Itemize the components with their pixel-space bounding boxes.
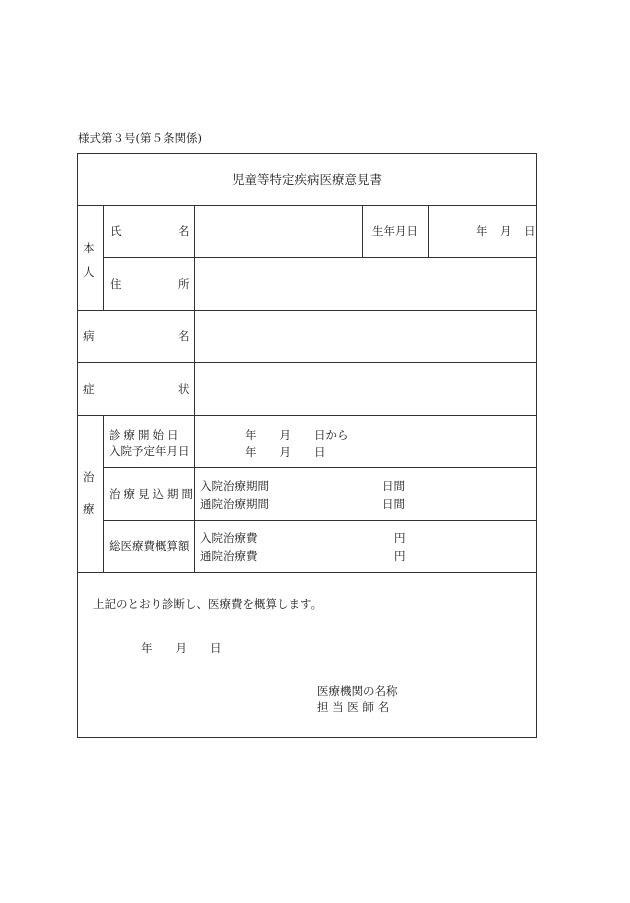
divider	[103, 415, 104, 572]
divider	[103, 257, 536, 258]
divider	[78, 415, 536, 416]
treatment-section-label: 療	[83, 502, 95, 516]
divider	[78, 362, 536, 363]
divider	[362, 205, 363, 257]
address-label: 住	[110, 277, 122, 291]
divider	[103, 467, 536, 468]
address-label: 所	[178, 277, 190, 291]
doctor-name-label: 担 当 医 師 名	[317, 700, 390, 714]
treatment-section-label: 治	[83, 470, 95, 484]
symptoms-label: 状	[178, 382, 190, 396]
divider	[103, 520, 536, 521]
disease-label: 名	[178, 329, 190, 343]
divider	[78, 205, 536, 206]
medical-opinion-form	[77, 153, 537, 738]
name-label: 氏	[110, 224, 122, 238]
days-unit: 日間	[382, 479, 405, 493]
patient-section-label: 人	[83, 265, 95, 279]
yen-unit: 円	[394, 531, 406, 545]
days-unit: 日間	[382, 497, 405, 511]
outpatient-cost-label: 通院治療費	[200, 549, 258, 563]
inpatient-cost-label: 入院治療費	[200, 531, 258, 545]
treatment-start-label: 診療開始日	[109, 428, 182, 442]
form-number: 様式第３号(第５条関係)	[78, 131, 202, 145]
treatment-period-label: 治療見込期間	[109, 487, 196, 501]
divider	[103, 205, 104, 310]
outpatient-period-label: 通院治療期間	[200, 497, 269, 511]
birthdate-day: 日	[524, 224, 536, 238]
admission-date-value: 年 月 日	[245, 445, 326, 459]
divider	[428, 205, 429, 257]
divider	[194, 205, 195, 572]
declaration-statement: 上記のとおり診断し、医療費を概算します。	[93, 597, 323, 611]
inpatient-period-label: 入院治療期間	[200, 479, 269, 493]
symptoms-label: 症	[83, 382, 95, 396]
divider	[78, 310, 536, 311]
birthdate-month: 月	[500, 224, 512, 238]
institution-name-label: 医療機関の名称	[317, 684, 398, 698]
declaration-date: 年 月 日	[141, 641, 222, 655]
name-label: 名	[178, 224, 190, 238]
form-title: 児童等特定疾病医療意見書	[231, 172, 382, 187]
divider	[78, 572, 536, 573]
admission-date-label: 入院予定年月日	[109, 444, 190, 458]
birthdate-label: 生年月日	[372, 224, 418, 238]
birthdate-year: 年	[476, 224, 488, 238]
patient-section-label: 本	[83, 241, 95, 255]
disease-label: 病	[83, 329, 95, 343]
total-cost-label: 総医療費概算額	[109, 539, 190, 553]
yen-unit: 円	[394, 549, 406, 563]
treatment-start-value: 年 月 日から	[245, 428, 349, 442]
